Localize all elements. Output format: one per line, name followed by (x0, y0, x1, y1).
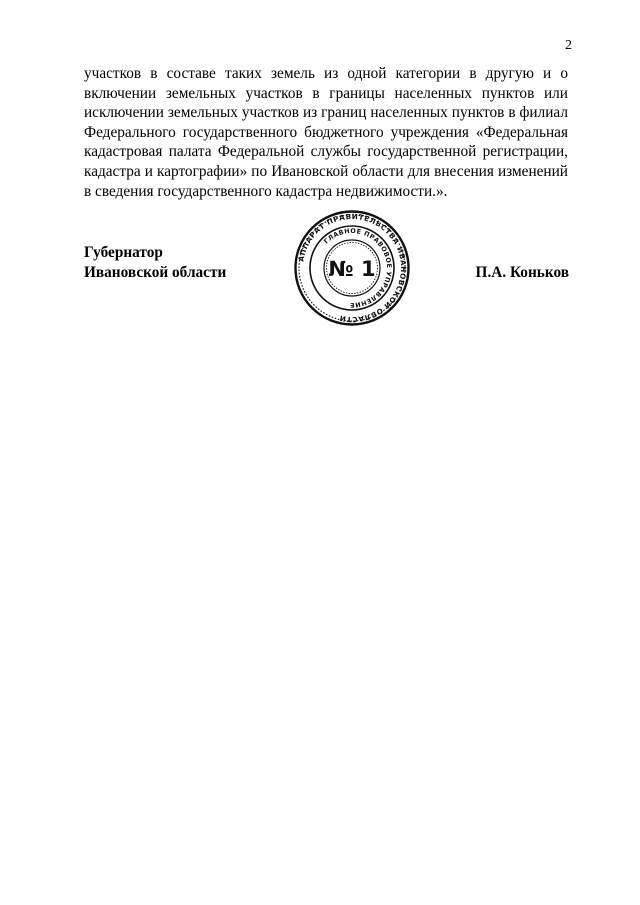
signatory-position-line-2: Ивановской области (84, 263, 227, 281)
body-line: Федерального государственного бюджетного учреждения «Федеральная (84, 123, 568, 141)
signatory-position-line-1: Губернатор (84, 244, 163, 261)
body-line: кадастровая палата Федеральной службы государственной регистрации, (84, 143, 568, 161)
seal-inner-text: ГЛАВНОЕ ПРАВОВОЕ УПРАВЛЕНИЕ (322, 226, 394, 310)
body-text (84, 64, 568, 201)
page-number: 2 (565, 38, 572, 53)
body-line: участков в составе таких земель из одной категории в другую и о (84, 65, 568, 82)
signatory-name: П.А. Коньков (475, 263, 569, 281)
seal-outer-text: АППАРАТ ПРАВИТЕЛЬСТВА ИВАНОВСКОЙ ОБЛАСТИ (296, 211, 409, 325)
official-seal (294, 210, 410, 326)
body-line: включении земельных участков в границы населенных пунктов или (84, 84, 568, 102)
body-line: в сведения государственного кадастра недвижимости.». (84, 182, 448, 200)
body-line: кадастра и картографии» по Ивановской области для внесения изменений (84, 162, 568, 180)
seal-number: № 1 (328, 257, 376, 281)
body-line: исключении земельных участков из границ населенных пунктов в филиал (84, 104, 568, 122)
